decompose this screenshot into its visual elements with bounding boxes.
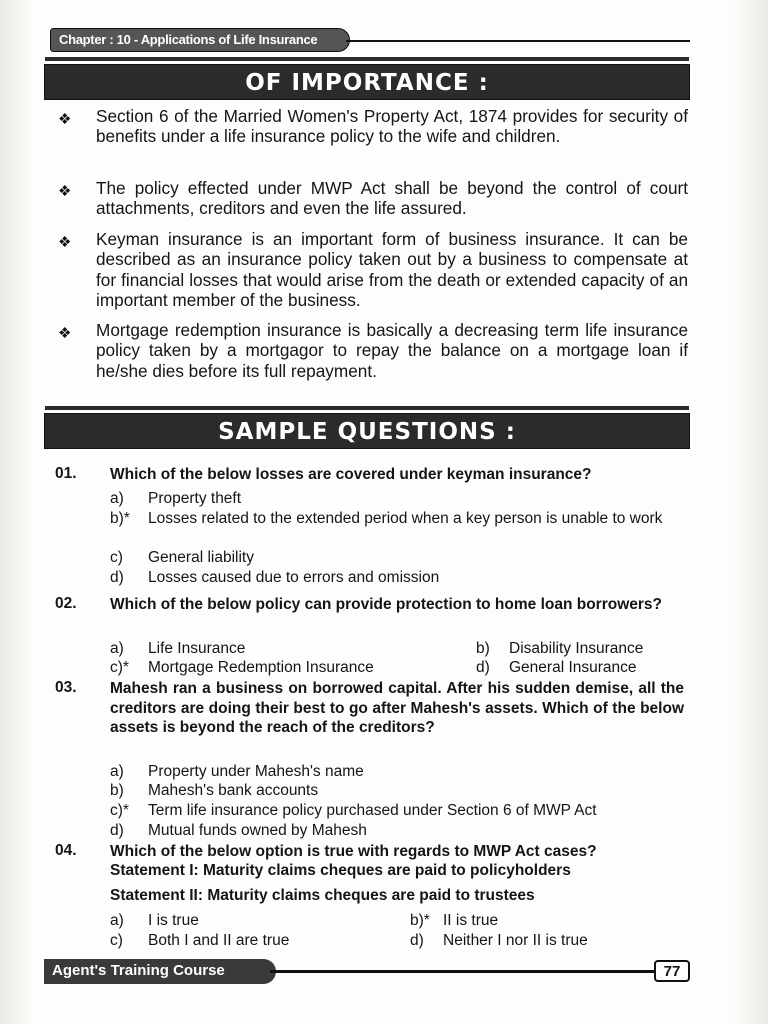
question-text: Which of the below policy can provide protection to home loan borrowers? <box>110 596 663 613</box>
question-text: Which of the below option is true with regards to MWP Act cases? <box>110 843 597 860</box>
option-label: c)* <box>110 802 129 819</box>
option-text: Mutual funds owned by Mahesh <box>148 822 367 839</box>
importance-point-text: Keyman insurance is an important form of business insurance. It can be described as an insurance policy taken out by a business to compensate at for financial losses that would arise from the death or extended capacity of an important member of the business. <box>96 229 688 310</box>
option-text: General liability <box>148 549 254 566</box>
option-label: d) <box>110 822 124 839</box>
importance-point-text: Mortgage redemption insurance is basically a decreasing term life insurance policy taken by a mortgagor to repay the balance on a mortgage loan if he/she dies before its full repayment. <box>96 320 688 381</box>
option-text: Both I and II are true <box>148 932 290 949</box>
option-label: c) <box>110 932 123 949</box>
chapter-title: Chapter : 10 - Applications of Life Insurance <box>59 32 318 47</box>
statement-text: Statement II: Maturity claims cheques are paid to trustees <box>110 887 535 904</box>
question-text: Mahesh ran a business on borrowed capital. After his sudden demise, all the creditors are doing their best to go after Mahesh's assets. Which of the below assets is beyond the reach of the creditors? <box>110 680 684 736</box>
option-label: a) <box>110 490 124 507</box>
page-gutter-left <box>0 0 34 1024</box>
sample-questions-heading: SAMPLE QUESTIONS : <box>218 419 516 445</box>
option-text: Mortgage Redemption Insurance <box>148 659 374 676</box>
diamond-bullet-icon: ❖ <box>58 183 72 200</box>
option-label: b)* <box>410 912 430 929</box>
option-text: Life Insurance <box>148 640 246 657</box>
option-label: d) <box>110 569 124 586</box>
question-number: 02. <box>55 595 77 612</box>
course-title: Agent's Training Course <box>52 962 225 979</box>
option-text: I is true <box>148 912 199 929</box>
option-text: Property under Mahesh's name <box>148 763 364 780</box>
option-text: Losses caused due to errors and omission <box>148 569 440 586</box>
option-text: Mahesh's bank accounts <box>148 782 319 799</box>
sample-questions-banner <box>44 413 690 449</box>
footer-course-tab <box>44 959 276 984</box>
question-number: 03. <box>55 679 77 696</box>
diamond-bullet-icon: ❖ <box>58 325 72 342</box>
option-text: II is true <box>443 912 499 929</box>
page-gutter-right <box>732 0 768 1024</box>
option-label: d) <box>476 659 490 676</box>
importance-heading: OF IMPORTANCE : <box>245 70 489 96</box>
option-label: b)* <box>110 510 130 527</box>
diamond-bullet-icon: ❖ <box>58 234 72 251</box>
option-text: Term life insurance policy purchased under Section 6 of MWP Act <box>148 802 597 819</box>
header-rule <box>346 40 690 42</box>
option-label: b) <box>110 782 124 799</box>
option-label: d) <box>410 932 424 949</box>
statement-text: Statement I: Maturity claims cheques are paid to policyholders <box>110 862 571 879</box>
option-label: b) <box>476 640 490 657</box>
footer-rule <box>270 970 662 973</box>
chapter-tab <box>50 28 350 52</box>
diamond-bullet-icon: ❖ <box>58 111 72 128</box>
question-text: Which of the below losses are covered under keyman insurance? <box>110 466 592 483</box>
option-text: Neither I nor II is true <box>443 932 588 949</box>
page-number-badge <box>654 960 690 982</box>
option-text: Disability Insurance <box>509 640 644 657</box>
question-number: 04. <box>55 842 77 859</box>
importance-point-text: Section 6 of the Married Women's Property Act, 1874 provides for security of benefits under a life insurance policy to the wife and children. <box>96 106 688 147</box>
option-label: a) <box>110 912 124 929</box>
option-label: a) <box>110 763 124 780</box>
option-label: a) <box>110 640 124 657</box>
option-label: c)* <box>110 659 129 676</box>
option-label: c) <box>110 549 123 566</box>
option-text: Property theft <box>148 490 242 507</box>
page-number: 77 <box>663 963 681 980</box>
option-text: Losses related to the extended period when a key person is unable to work <box>148 510 663 527</box>
importance-point-text: The policy effected under MWP Act shall be beyond the control of court attachments, creditors and even the life assured. <box>96 178 688 219</box>
question-number: 01. <box>55 465 77 482</box>
importance-banner <box>44 64 690 100</box>
option-text: General Insurance <box>509 659 637 676</box>
